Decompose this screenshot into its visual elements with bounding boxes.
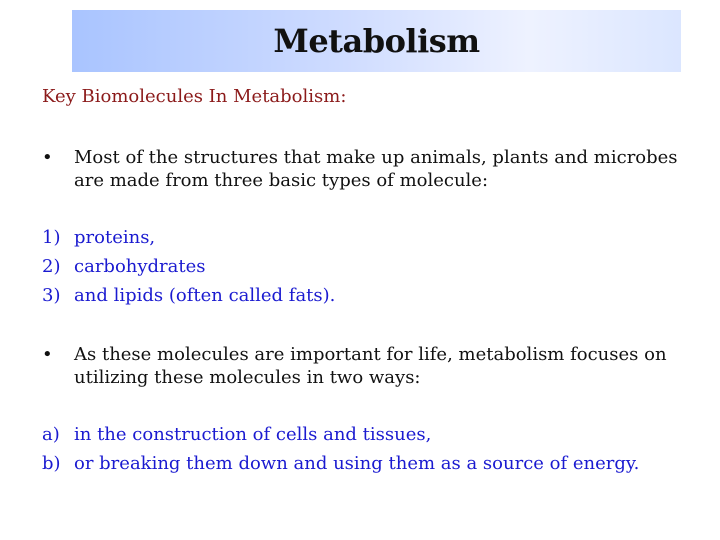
slide-subtitle: Key Biomolecules In Metabolism: [42, 86, 347, 107]
list-marker: 1) [42, 227, 61, 248]
bullet-icon: • [42, 147, 53, 168]
list-item [42, 281, 335, 310]
list-marker: b) [42, 453, 61, 474]
bullet-text: Most of the structures that make up animals, plants and microbes are made from three basic types of molecule: [74, 147, 678, 191]
list-item-text: carbohydrates [74, 256, 206, 277]
title-banner [72, 10, 681, 72]
list-item [42, 449, 639, 478]
list-item [42, 252, 335, 281]
list-marker: 3) [42, 285, 61, 306]
bullet-text: As these molecules are important for life, metabolism focuses on utilizing these molecules in two ways: [74, 344, 667, 388]
list-item [42, 420, 639, 449]
list-item-text: or breaking them down and using them as a source of energy. [74, 453, 640, 474]
lettered-list [42, 420, 639, 478]
list-item [42, 223, 335, 252]
numbered-list [42, 223, 335, 310]
bullet-icon: • [42, 344, 53, 365]
list-item-text: proteins, [74, 227, 156, 248]
list-marker: a) [42, 424, 60, 445]
list-marker: 2) [42, 256, 61, 277]
list-item-text: and lipids (often called fats). [74, 285, 336, 306]
slide-title: Metabolism [273, 22, 480, 60]
bullet-point-1 [42, 146, 682, 192]
bullet-point-2 [42, 343, 682, 389]
list-item-text: in the construction of cells and tissues, [74, 424, 432, 445]
